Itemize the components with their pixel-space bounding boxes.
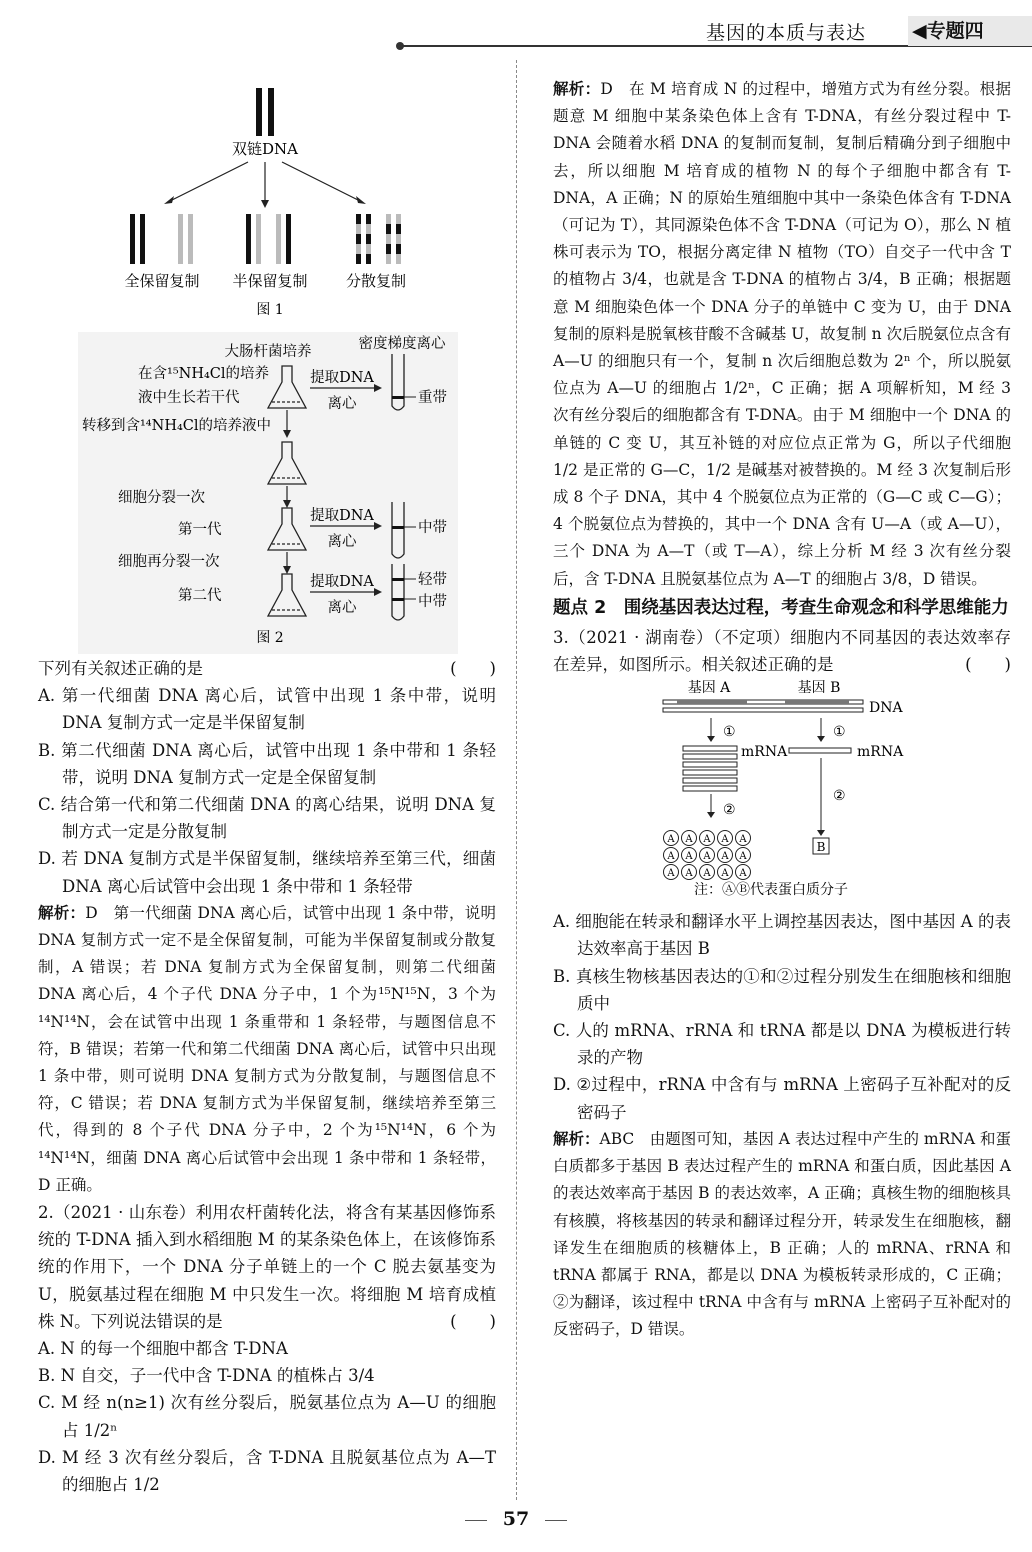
fig2-gen1: 第一代 [178, 522, 222, 538]
fig1-caption: 图 1 [256, 302, 284, 318]
q2-option-b: B. N 自交，子一代中含 T-DNA 的植株占 3/4 [38, 1366, 375, 1386]
figure-2 [38, 330, 496, 655]
page-number: 57 [0, 1508, 1032, 1530]
fig2-extract-1: 提取DNA [310, 370, 374, 386]
fig2-transfer: 转移到含¹⁴NH₄Cl的培养液中 [82, 418, 272, 434]
fig2-centrifuge-2: 离心 [327, 534, 357, 550]
fig2-label-culture: 大肠杆菌培养 [224, 344, 312, 360]
protein-a-molecule-label: A [667, 868, 675, 880]
q2-analysis: 解析：D 在 M 培育成 N 的过程中，增殖方式为有丝分裂。根据题意 M 细胞中某条染色体上含有 T-DNA，有丝分裂过程中 T-DNA 会随着水稻 DNA 的复制而复制，复制后精确分到子细胞中去，所以细胞 M 培育成的植物 N 的每个子细胞中都含有 T-DNA，A 正确；N 的原始生殖细胞中其中一条染色体含有 T-DNA（可记为 T），其同源染色体不含 T-DNA（可记为 O），那么 N 植株可表示为 TO，根据分离定律 N 植物（TO）自交子一代中含 T 的植物占 3/4，也就是含 T-DNA 的植物占 3/4，B 正确；根据题意 M 细胞染色体一个 DNA 分子的单链中 C 变为 U，由于 DNA 复制的原料是脱氧核苷酸不含碱基 U，故复制 n 次后脱氨位点含有 A—U 的细胞只有一个，复制 n 次后细胞总数为 2ⁿ 个，所以脱氨位点为 A—U 的细胞占 1/2ⁿ，C 正确；据 A 项解析知，M 经 3 次有丝分裂后的细胞都含有 T-DNA。由于 M 细胞中一个 DNA 的单链的 C 变 U，其互补链的对应位点正常为 G，所以子代细胞 1/2 是正常的 G—C，1/2 是碱基对被替换的。M 经 3 次复制后形成 8 个子 DNA，其中 4 个脱氨位点为正常的（G—C 或 C—G）；4 个脱氨位点为替换的，其中一个 DNA 含有 U—A（或 A—U），三个 DNA 为 A—T（或 T—A），综上分析 M 经 3 次有丝分裂后，含 T-DNA 且脱氨基位点为 A—T 的细胞占 3/8，D 错误。 [553, 80, 1011, 588]
fig3-protein-b-label: B [816, 840, 826, 855]
fig3-dna-strand [663, 700, 863, 712]
protein-a-molecule-label: A [739, 851, 747, 863]
fig3-note: 注：ⒶⒷ代表蛋白质分子 [694, 882, 848, 899]
q2-option-a: A. N 的每一个细胞中都含 T-DNA [38, 1339, 288, 1359]
fig2-split-2: 细胞再分裂一次 [118, 554, 220, 570]
q1-option-a: A. 第一代细菌 DNA 离心后，试管中出现 1 条中带，说明 DNA 复制方式一定是半保留复制 [38, 686, 496, 733]
column-divider [516, 60, 517, 1500]
protein-a-molecule-label: A [703, 851, 711, 863]
fig1-label-conservative: 全保留复制 [124, 272, 200, 290]
protein-a-molecule-label: A [667, 834, 675, 846]
fig2-band-mid-2: 中带 [418, 594, 447, 610]
fig2-gen2: 第二代 [178, 588, 222, 604]
fig3-step2-b: ② [833, 788, 846, 805]
fig3-gene-b: 基因 B [797, 680, 841, 697]
q3-option-a: A. 细胞能在转录和翻译水平上调控基因表达，图中基因 A 的表达效率高于基因 B [553, 912, 1011, 959]
header-title: 基因的本质与表达 [706, 22, 867, 44]
header-chapter-tag: ◀专题四 [908, 16, 1032, 46]
q3-analysis: 解析：ABC 由题图可知，基因 A 表达过程中产生的 mRNA 和蛋白质都多于基因 B 表达过程产生的 mRNA 和蛋白质，因此基因 A 的表达效率高于基因 B 的表达效率，A 正确；真核生物的细胞核具有核膜，将核基因的转录和翻译过程分开，转录发生在细胞核，翻译发生在细胞质的核糖体上，B 正确；人的 mRNA、rRNA 和 tRNA 都属于 RNA，都是以 DNA 为模板转录形成的，C 正确；②为翻译，该过程中 tRNA 中含有与 mRNA 上密码子互补配对的反密码子，D 错误。 [553, 1129, 1011, 1339]
fig3-step1-b: ① [833, 724, 846, 741]
q2-stem: 2.（2021 · 山东卷）利用农杆菌转化法，将含有某基因修饰系统的 T-DNA 插入到水稻细胞 M 的某条染色体上，在该修饰系统的作用下，一个 DNA 分子单链上的一个 C 脱去氨基变为 U，脱氨基过程在细胞 M 中只发生一次。将细胞 M 培育成植株 N。下列说法错误的是 ( ) [38, 1203, 496, 1331]
double-strand-dna [256, 88, 274, 136]
fig2-centrifuge-1: 离心 [327, 396, 357, 412]
fig3-step2-a: ② [723, 802, 736, 819]
fig2-band-heavy: 重带 [418, 390, 447, 406]
figure-1 [38, 80, 496, 330]
fig2-label-medium-line1: 在含¹⁵NH₄Cl的培养 [138, 366, 270, 382]
protein-a-molecule-label: A [739, 868, 747, 880]
right-column [553, 76, 1011, 1344]
fig1-top-label: 双链DNA [232, 140, 298, 158]
q1-option-b: B. 第二代细菌 DNA 离心后，试管中出现 1 条中带和 1 条轻带，说明 DNA 复制方式一定是全保留复制 [38, 740, 496, 787]
fig1-label-dispersive: 分散复制 [345, 272, 407, 290]
fig2-label-medium-line2: 液中生长若干代 [138, 390, 240, 406]
protein-a-molecule-label: A [739, 834, 747, 846]
fig2-label-centrifuge: 密度梯度离心 [358, 336, 446, 352]
fig3-mrna-stack-a [683, 746, 737, 791]
fig3-mrna-a-label: mRNA [741, 744, 788, 761]
fig3-mrna-b-label: mRNA [857, 744, 904, 761]
topic-2-heading: 题点 2 围绕基因表达过程，考查生命观念和科学思维能力 [553, 597, 1009, 618]
figure-3 [553, 678, 1011, 908]
fig2-centrifuge-3: 离心 [327, 600, 357, 616]
protein-a-molecule-label: A [685, 851, 693, 863]
protein-a-molecule-label: A [721, 868, 729, 880]
dispersive-dna [356, 214, 401, 264]
question-1 [38, 655, 496, 1199]
fig3-dna-label: DNA [869, 700, 903, 717]
q2-option-d: D. M 经 3 次有丝分裂后，含 T-DNA 且脱氨基位点为 A—T 的细胞占 1/2 [38, 1447, 496, 1495]
protein-a-molecule-label: A [703, 834, 711, 846]
fig2-band-light: 轻带 [418, 572, 447, 588]
page-header [0, 0, 1032, 50]
q1-analysis: 解析：D 第一代细菌 DNA 离心后，试管中出现 1 条中带，说明 DNA 复制方式一定不是全保留复制，可能为半保留复制或分散复制，A 错误；若 DNA 复制方式为全保留复制，则第二代细菌 DNA 离心后，4 个子代 DNA 分子中，1 个为¹⁵N¹⁵N，3 个为¹⁴N¹⁴N，会在试管中出现 1 条重带和 1 条轻带，与题图信息不符，B 错误；若第一代和第二代细菌 DNA 离心后，试管中只出现 1 条中带，则可说明 DNA 复制方式为分散复制，与题图信息不符，C 错误；若 DNA 复制方式为半保留复制，继续培养至第三代，得到的 8 个子代 DNA 分子中，2 个为¹⁵N¹⁴N，6 个为¹⁴N¹⁴N，细菌 DNA 离心后试管中会出现 1 条中带和 1 条轻带，D 正确。 [38, 903, 496, 1194]
fig3-step1-a: ① [723, 724, 736, 741]
question-2 [38, 1199, 496, 1498]
protein-a-molecule-label: A [667, 851, 675, 863]
fig1-arrows [168, 162, 362, 202]
q3-option-c: C. 人的 mRNA、rRNA 和 tRNA 都是以 DNA 为模板进行转录的产物 [553, 1021, 1011, 1068]
fig2-band-mid-1: 中带 [418, 520, 447, 536]
q1-stem: 下列有关叙述正确的是 ( ) [38, 659, 496, 678]
protein-a-molecule-label: A [721, 851, 729, 863]
semiconservative-dna [246, 214, 291, 264]
q2-option-c: C. M 经 n(n≥1) 次有丝分裂后，脱氨基位点为 A—U 的细胞占 1/2ⁿ [38, 1393, 496, 1440]
fig2-split-1: 细胞分裂一次 [118, 490, 205, 506]
q1-option-d: D. 若 DNA 复制方式是半保留复制，继续培养至第三代，细菌 DNA 离心后试管中会出现 1 条中带和 1 条轻带 [38, 849, 496, 896]
fig2-extract-3: 提取DNA [310, 574, 374, 590]
fig3-mrna-b [789, 748, 851, 753]
fig2-caption: 图 2 [256, 630, 284, 646]
protein-a-molecule-label: A [685, 834, 693, 846]
q3-stem: 3.（2021 · 湖南卷）（不定项）细胞内不同基因的表达效率存在差异，如图所示。相关叙述正确的是 ( ) [553, 627, 1011, 675]
question-3 [553, 624, 1011, 1344]
q3-option-d: D. ②过程中，rRNA 中含有与 mRNA 上密码子互补配对的反密码子 [553, 1075, 1011, 1122]
conservative-dna [130, 214, 193, 264]
q1-option-c: C. 结合第一代和第二代细菌 DNA 的离心结果，说明 DNA 复制方式一定是分散复制 [38, 795, 496, 842]
protein-a-molecule-label: A [721, 834, 729, 846]
protein-a-molecule-label: A [703, 868, 711, 880]
left-column [38, 80, 496, 1498]
fig3-protein-a-grid [664, 831, 751, 880]
fig2-extract-2: 提取DNA [310, 508, 374, 524]
q3-option-b: B. 真核生物核基因表达的①和②过程分别发生在细胞核和细胞质中 [553, 966, 1011, 1013]
fig3-gene-a: 基因 A [687, 680, 731, 697]
fig1-label-semiconservative: 半保留复制 [232, 272, 308, 290]
protein-a-molecule-label: A [685, 868, 693, 880]
